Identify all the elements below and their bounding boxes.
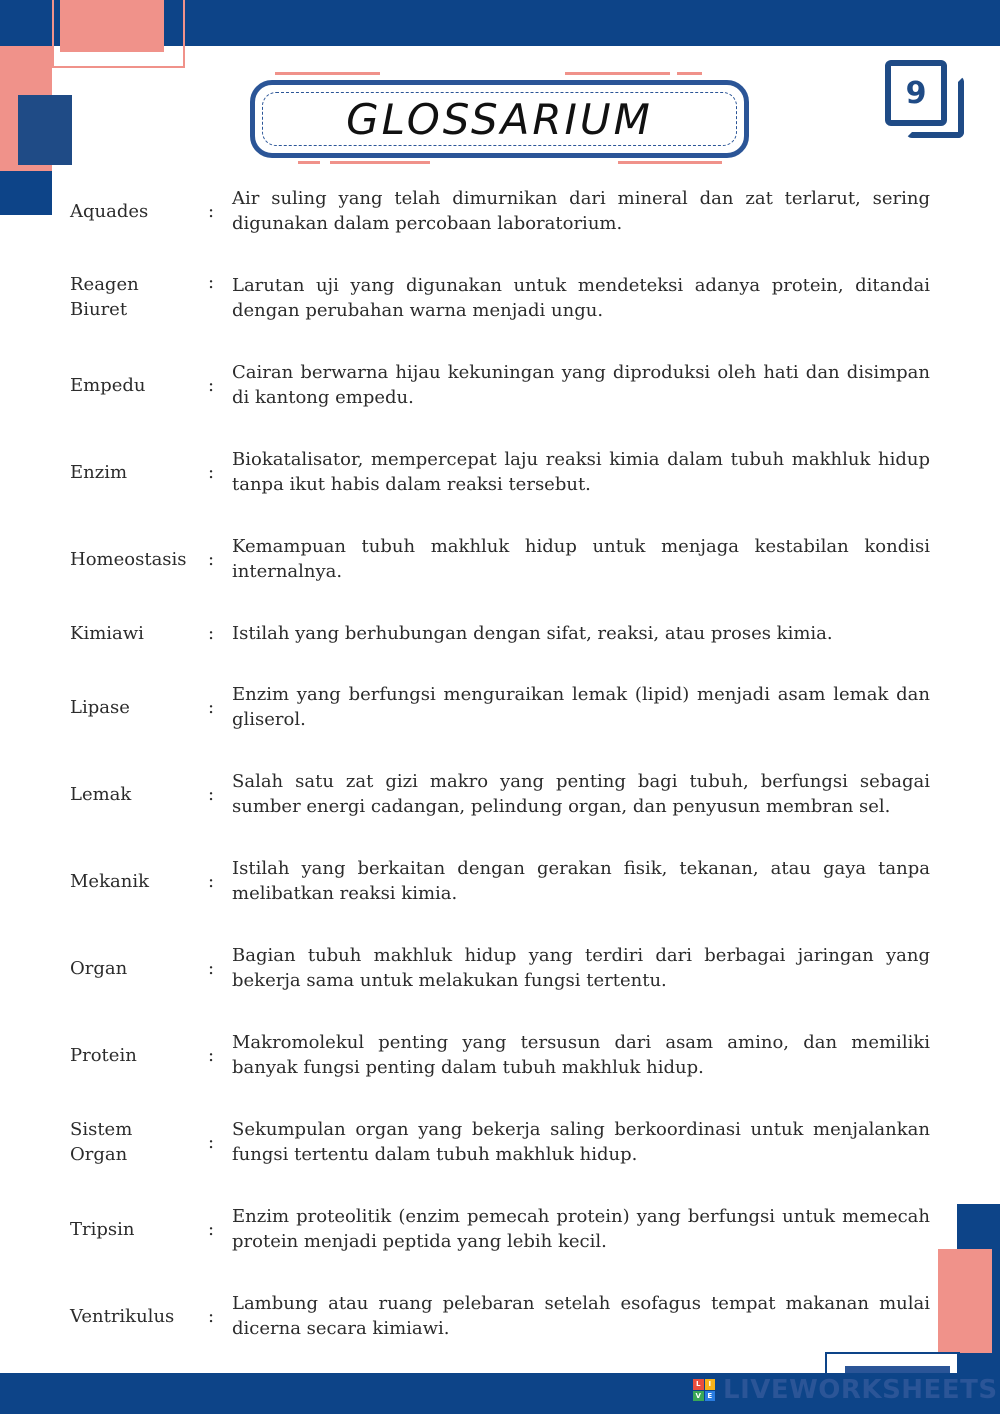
page-number-badge — [885, 60, 947, 126]
glossary-definition: Salah satu zat gizi makro yang penting bagi tubuh, berfungsi sebagai sumber energi cadangan, pelindung organ, dan penyusun membran sel. — [232, 771, 930, 817]
glossary-definition: Enzim yang berfungsi menguraikan lemak (lipid) menjadi asam lemak dan gliserol. — [232, 684, 930, 730]
glossary-term: Reagen Biuret — [70, 274, 139, 320]
top-outline-decoration — [52, 0, 185, 68]
glossary-entry — [70, 768, 930, 820]
glossary-entry — [70, 185, 930, 237]
glossary-definition: Bagian tubuh makhluk hidup yang terdiri dari berbagai jaringan yang bekerja sama untuk melakukan fungsi tertentu. — [232, 945, 930, 991]
glossary-colon: : — [207, 1305, 215, 1327]
glossary-colon: : — [207, 548, 215, 570]
glossary-colon: : — [207, 374, 215, 396]
glossary-definition: Enzim proteolitik (enzim pemecah protein) yang berfungsi untuk memecah protein menjadi peptida yang lebih kecil. — [232, 1206, 930, 1252]
left-navy-block-decoration — [18, 95, 72, 165]
glossary-colon: : — [207, 1131, 215, 1153]
glossary-term: Empedu — [70, 374, 146, 396]
glossary-colon: : — [207, 870, 215, 892]
glossary-colon: : — [207, 1218, 215, 1240]
glossary-entry — [70, 272, 930, 324]
page-number: 9 — [905, 75, 927, 111]
logo-letter: E — [705, 1391, 716, 1402]
glossary-definition: Lambung atau ruang pelebaran setelah esofagus tempat makanan mulai dicerna secara kimiawi. — [232, 1293, 930, 1339]
glossary-entry — [70, 1116, 930, 1168]
glossary-term: Protein — [70, 1044, 137, 1066]
glossary-term: Homeostasis — [70, 548, 187, 570]
glossary-colon: : — [207, 200, 215, 222]
title-accent-line — [618, 161, 722, 164]
glossary-colon: : — [207, 783, 215, 805]
glossary-entry — [70, 1203, 930, 1255]
glossary-colon: : — [207, 696, 215, 718]
glossary-colon: : — [207, 1044, 215, 1066]
glossary-definition: Makromolekul penting yang tersusun dari asam amino, dan memiliki banyak fungsi penting dalam tubuh makhluk hidup. — [232, 1032, 930, 1078]
glossary-term: Ventrikulus — [70, 1305, 175, 1327]
glossary-entry — [70, 855, 930, 907]
glossary-definition: Larutan uji yang digunakan untuk mendeteksi adanya protein, ditandai dengan perubahan warna menjadi ungu. — [232, 275, 930, 321]
glossary-term: Aquades — [70, 200, 149, 222]
glossary-definition: Sekumpulan organ yang bekerja saling berkoordinasi untuk menjalankan fungsi tertentu dalam tubuh makhluk hidup. — [232, 1119, 930, 1165]
glossary-term: Mekanik — [70, 870, 149, 892]
glossary-colon: : — [207, 622, 215, 644]
glossary-term: Organ — [70, 957, 128, 979]
glossary-entry — [70, 359, 930, 411]
logo-letter: V — [693, 1391, 704, 1402]
glossary-definition: Istilah yang berkaitan dengan gerakan fisik, tekanan, atau gaya tanpa melibatkan reaksi kimia. — [232, 858, 930, 904]
glossary-entry — [70, 533, 930, 585]
glossary-entry — [70, 942, 930, 994]
title-box — [250, 80, 749, 158]
watermark-text: LIVEWORKSHEETS — [723, 1375, 998, 1405]
title-accent-line — [565, 72, 670, 75]
glossary-entry — [70, 1290, 930, 1342]
glossary-definition: Kemampuan tubuh makhluk hidup untuk menjaga kestabilan kondisi internalnya. — [232, 536, 930, 582]
title-accent-line — [298, 161, 320, 164]
glossary-term: Sistem Organ — [70, 1119, 133, 1165]
title-accent-line — [275, 72, 380, 75]
glossary-term: Tripsin — [70, 1218, 135, 1240]
liveworksheets-logo-icon — [693, 1379, 715, 1401]
title-accent-line — [677, 72, 702, 75]
logo-letter: L — [693, 1379, 704, 1390]
glossary-definition: Air suling yang telah dimurnikan dari mineral dan zat terlarut, sering digunakan dalam percobaan laboratorium. — [232, 188, 930, 234]
glossary-colon: : — [207, 461, 215, 483]
page-title: GLOSSARIUM — [346, 94, 653, 144]
glossary-definition: Cairan berwarna hijau kekuningan yang diproduksi oleh hati dan disimpan di kantong empedu. — [232, 362, 930, 408]
liveworksheets-watermark — [693, 1375, 998, 1405]
glossary-colon: : — [207, 272, 215, 293]
title-inner-frame — [262, 92, 737, 146]
glossary-definition: Istilah yang berhubungan dengan sifat, reaksi, atau proses kimia. — [232, 622, 833, 644]
bottom-right-pink-decoration — [938, 1249, 992, 1353]
glossary-entry — [70, 681, 930, 733]
glossary-term: Kimiawi — [70, 622, 144, 644]
glossary-definition: Biokatalisator, mempercepat laju reaksi kimia dalam tubuh makhluk hidup tanpa ikut habis dalam reaksi tersebut. — [232, 449, 930, 495]
glossary-entry — [70, 446, 930, 498]
glossary-term: Lemak — [70, 783, 132, 805]
glossary-colon: : — [207, 957, 215, 979]
logo-letter: I — [705, 1379, 716, 1390]
glossary-term: Enzim — [70, 461, 128, 483]
glossary-entry — [70, 1029, 930, 1081]
glossary-term: Lipase — [70, 696, 130, 718]
glossary-entry — [70, 620, 930, 646]
title-accent-line — [330, 161, 430, 164]
